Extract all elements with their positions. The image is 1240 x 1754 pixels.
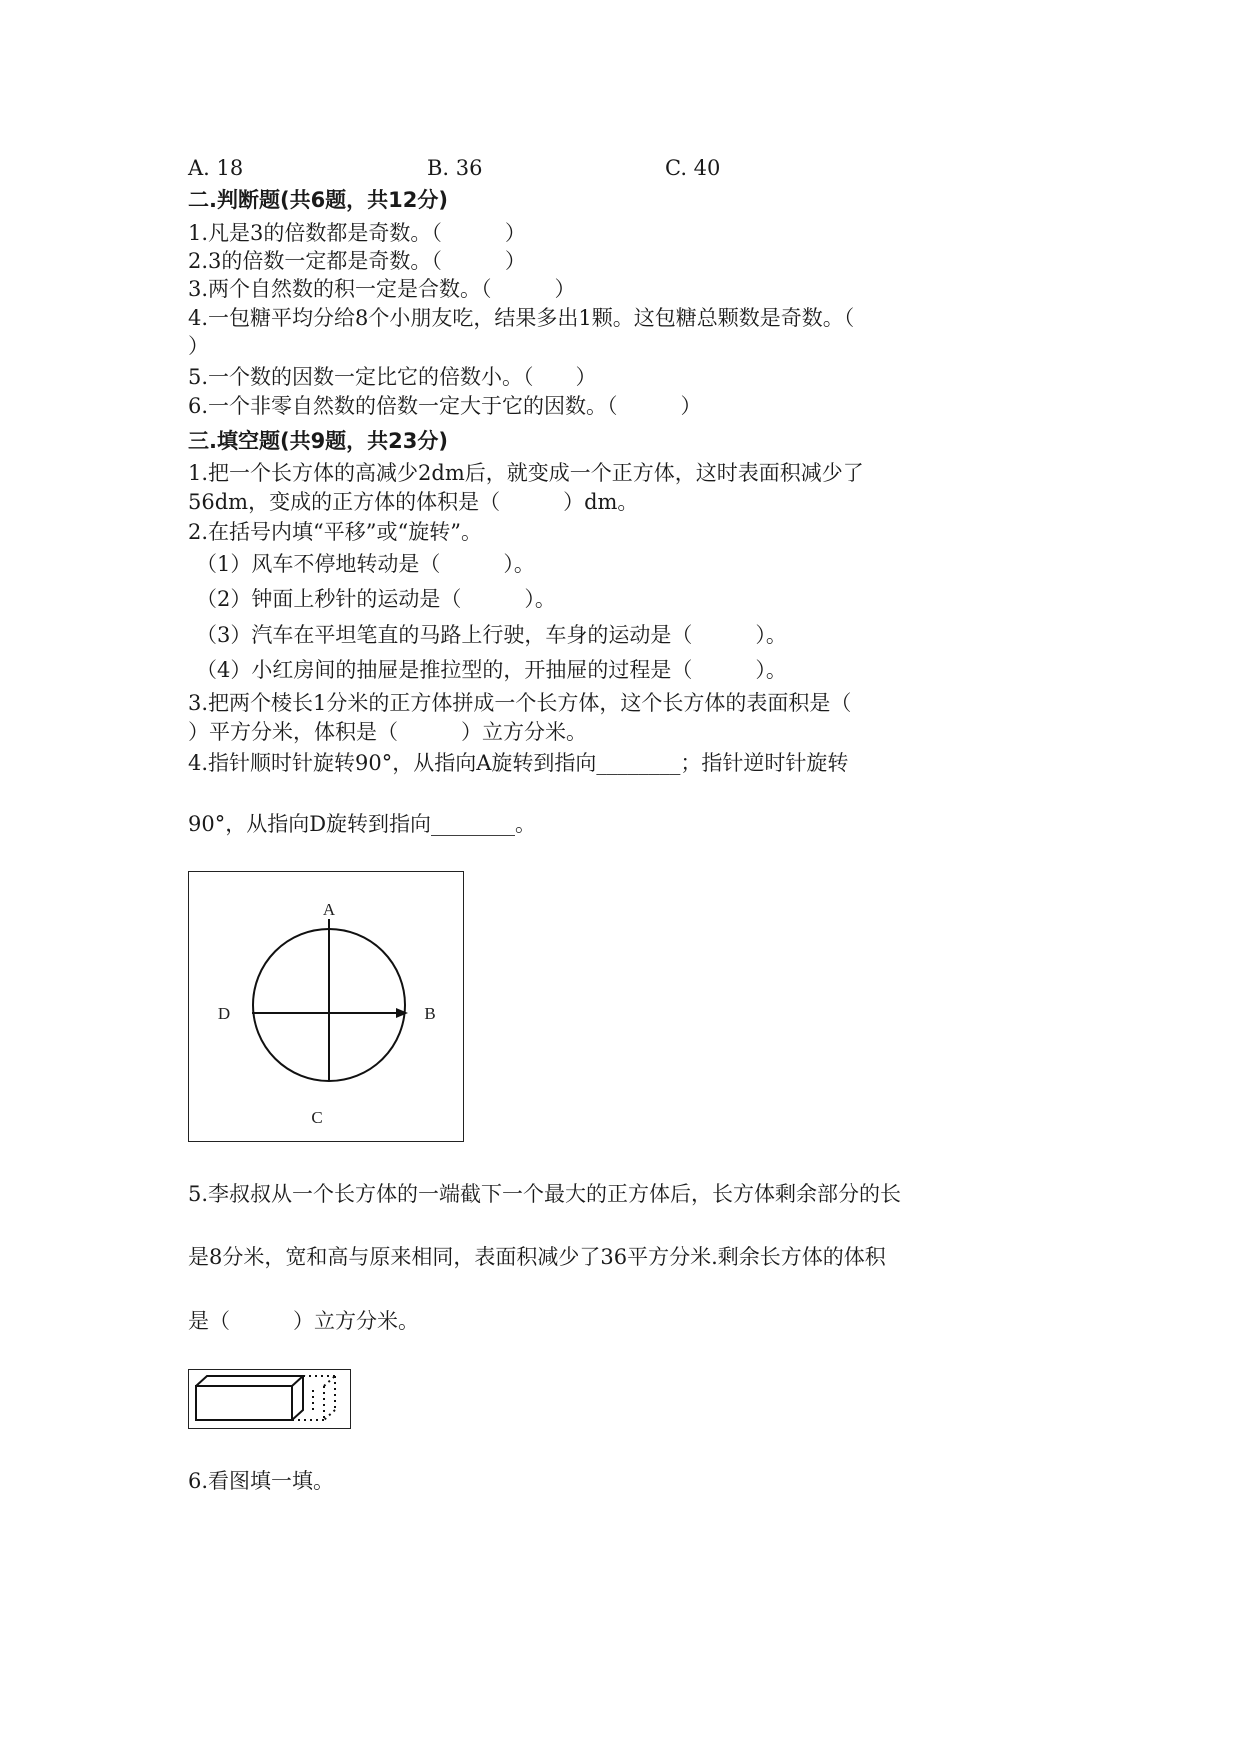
judge-item-1: 1.凡是3的倍数都是奇数。（ ） bbox=[188, 221, 526, 245]
judge-item-2: 2.3的倍数一定都是奇数。（ ） bbox=[188, 249, 526, 273]
fill-q2-sub2: （2）钟面上秒针的运动是（ ）。 bbox=[196, 587, 556, 611]
cuboid-side-face bbox=[292, 1376, 303, 1420]
fill-q3-line2: ）平方分米，体积是（ ）立方分米。 bbox=[188, 720, 587, 744]
label-d: D bbox=[217, 1004, 231, 1023]
judge-item-5: 5.一个数的因数一定比它的倍数小。（ ） bbox=[188, 365, 597, 389]
cuboid-front-face bbox=[196, 1386, 292, 1420]
fill-q5-line1: 5.李叔叔从一个长方体的一端截下一个最大的正方体后，长方体剩余部分的长 bbox=[188, 1182, 902, 1206]
option-b: B. 36 bbox=[427, 156, 483, 180]
fill-q1-line1: 1.把一个长方体的高减少2dm后，就变成一个正方体，这时表面积减少了 bbox=[188, 461, 864, 485]
fill-q3-line1: 3.把两个棱长1分米的正方体拼成一个长方体，这个长方体的表面积是（ bbox=[188, 691, 852, 715]
label-b: B bbox=[424, 1004, 436, 1023]
fill-q2-sub1: （1）风车不停地转动是（ ）。 bbox=[196, 552, 535, 576]
label-c: C bbox=[311, 1108, 323, 1127]
fill-q6: 6.看图填一填。 bbox=[188, 1469, 335, 1493]
section2-title: 二.判断题(共6题，共12分) bbox=[188, 188, 449, 212]
judge-item-6: 6.一个非零自然数的倍数一定大于它的因数。（ ） bbox=[188, 394, 702, 418]
cuboid-figure bbox=[188, 1369, 351, 1429]
fill-q2-line1: 2.在括号内填“平移”或“旋转”。 bbox=[188, 520, 482, 544]
fill-q4-line1: 4.指针顺时针旋转90°，从指向A旋转到指向________；指针逆时针旋转 bbox=[188, 751, 849, 775]
fill-q2-sub4: （4）小红房间的抽屉是推拉型的，开抽屉的过程是（ ）。 bbox=[196, 658, 787, 682]
label-a: A bbox=[322, 900, 336, 919]
fill-q4-line2: 90°，从指向D旋转到指向________。 bbox=[188, 812, 537, 836]
fill-q5-line2: 是8分米，宽和高与原来相同，表面积减少了36平方分米.剩余长方体的体积 bbox=[188, 1245, 886, 1269]
judge-item-3: 3.两个自然数的积一定是合数。（ ） bbox=[188, 277, 576, 301]
judge-item-4-cont: ） bbox=[188, 334, 209, 358]
option-c: C. 40 bbox=[665, 156, 721, 180]
judge-item-4: 4.一包糖平均分给8个小朋友吃，结果多出1颗。这包糖总颗数是奇数。（ bbox=[188, 306, 855, 330]
cuboid-top-face bbox=[196, 1376, 303, 1386]
fill-q5-line3: 是（ ）立方分米。 bbox=[188, 1309, 419, 1333]
pointer-arrowhead bbox=[396, 1008, 408, 1018]
section3-title: 三.填空题(共9题，共23分) bbox=[188, 429, 449, 453]
option-a: A. 18 bbox=[188, 156, 244, 180]
fill-q1-line2: 56dm，变成的正方体的体积是（ ）dm。 bbox=[188, 490, 639, 514]
fill-q2-sub3: （3）汽车在平坦笔直的马路上行驶，车身的运动是（ ）。 bbox=[196, 623, 787, 647]
compass-figure bbox=[188, 871, 464, 1142]
